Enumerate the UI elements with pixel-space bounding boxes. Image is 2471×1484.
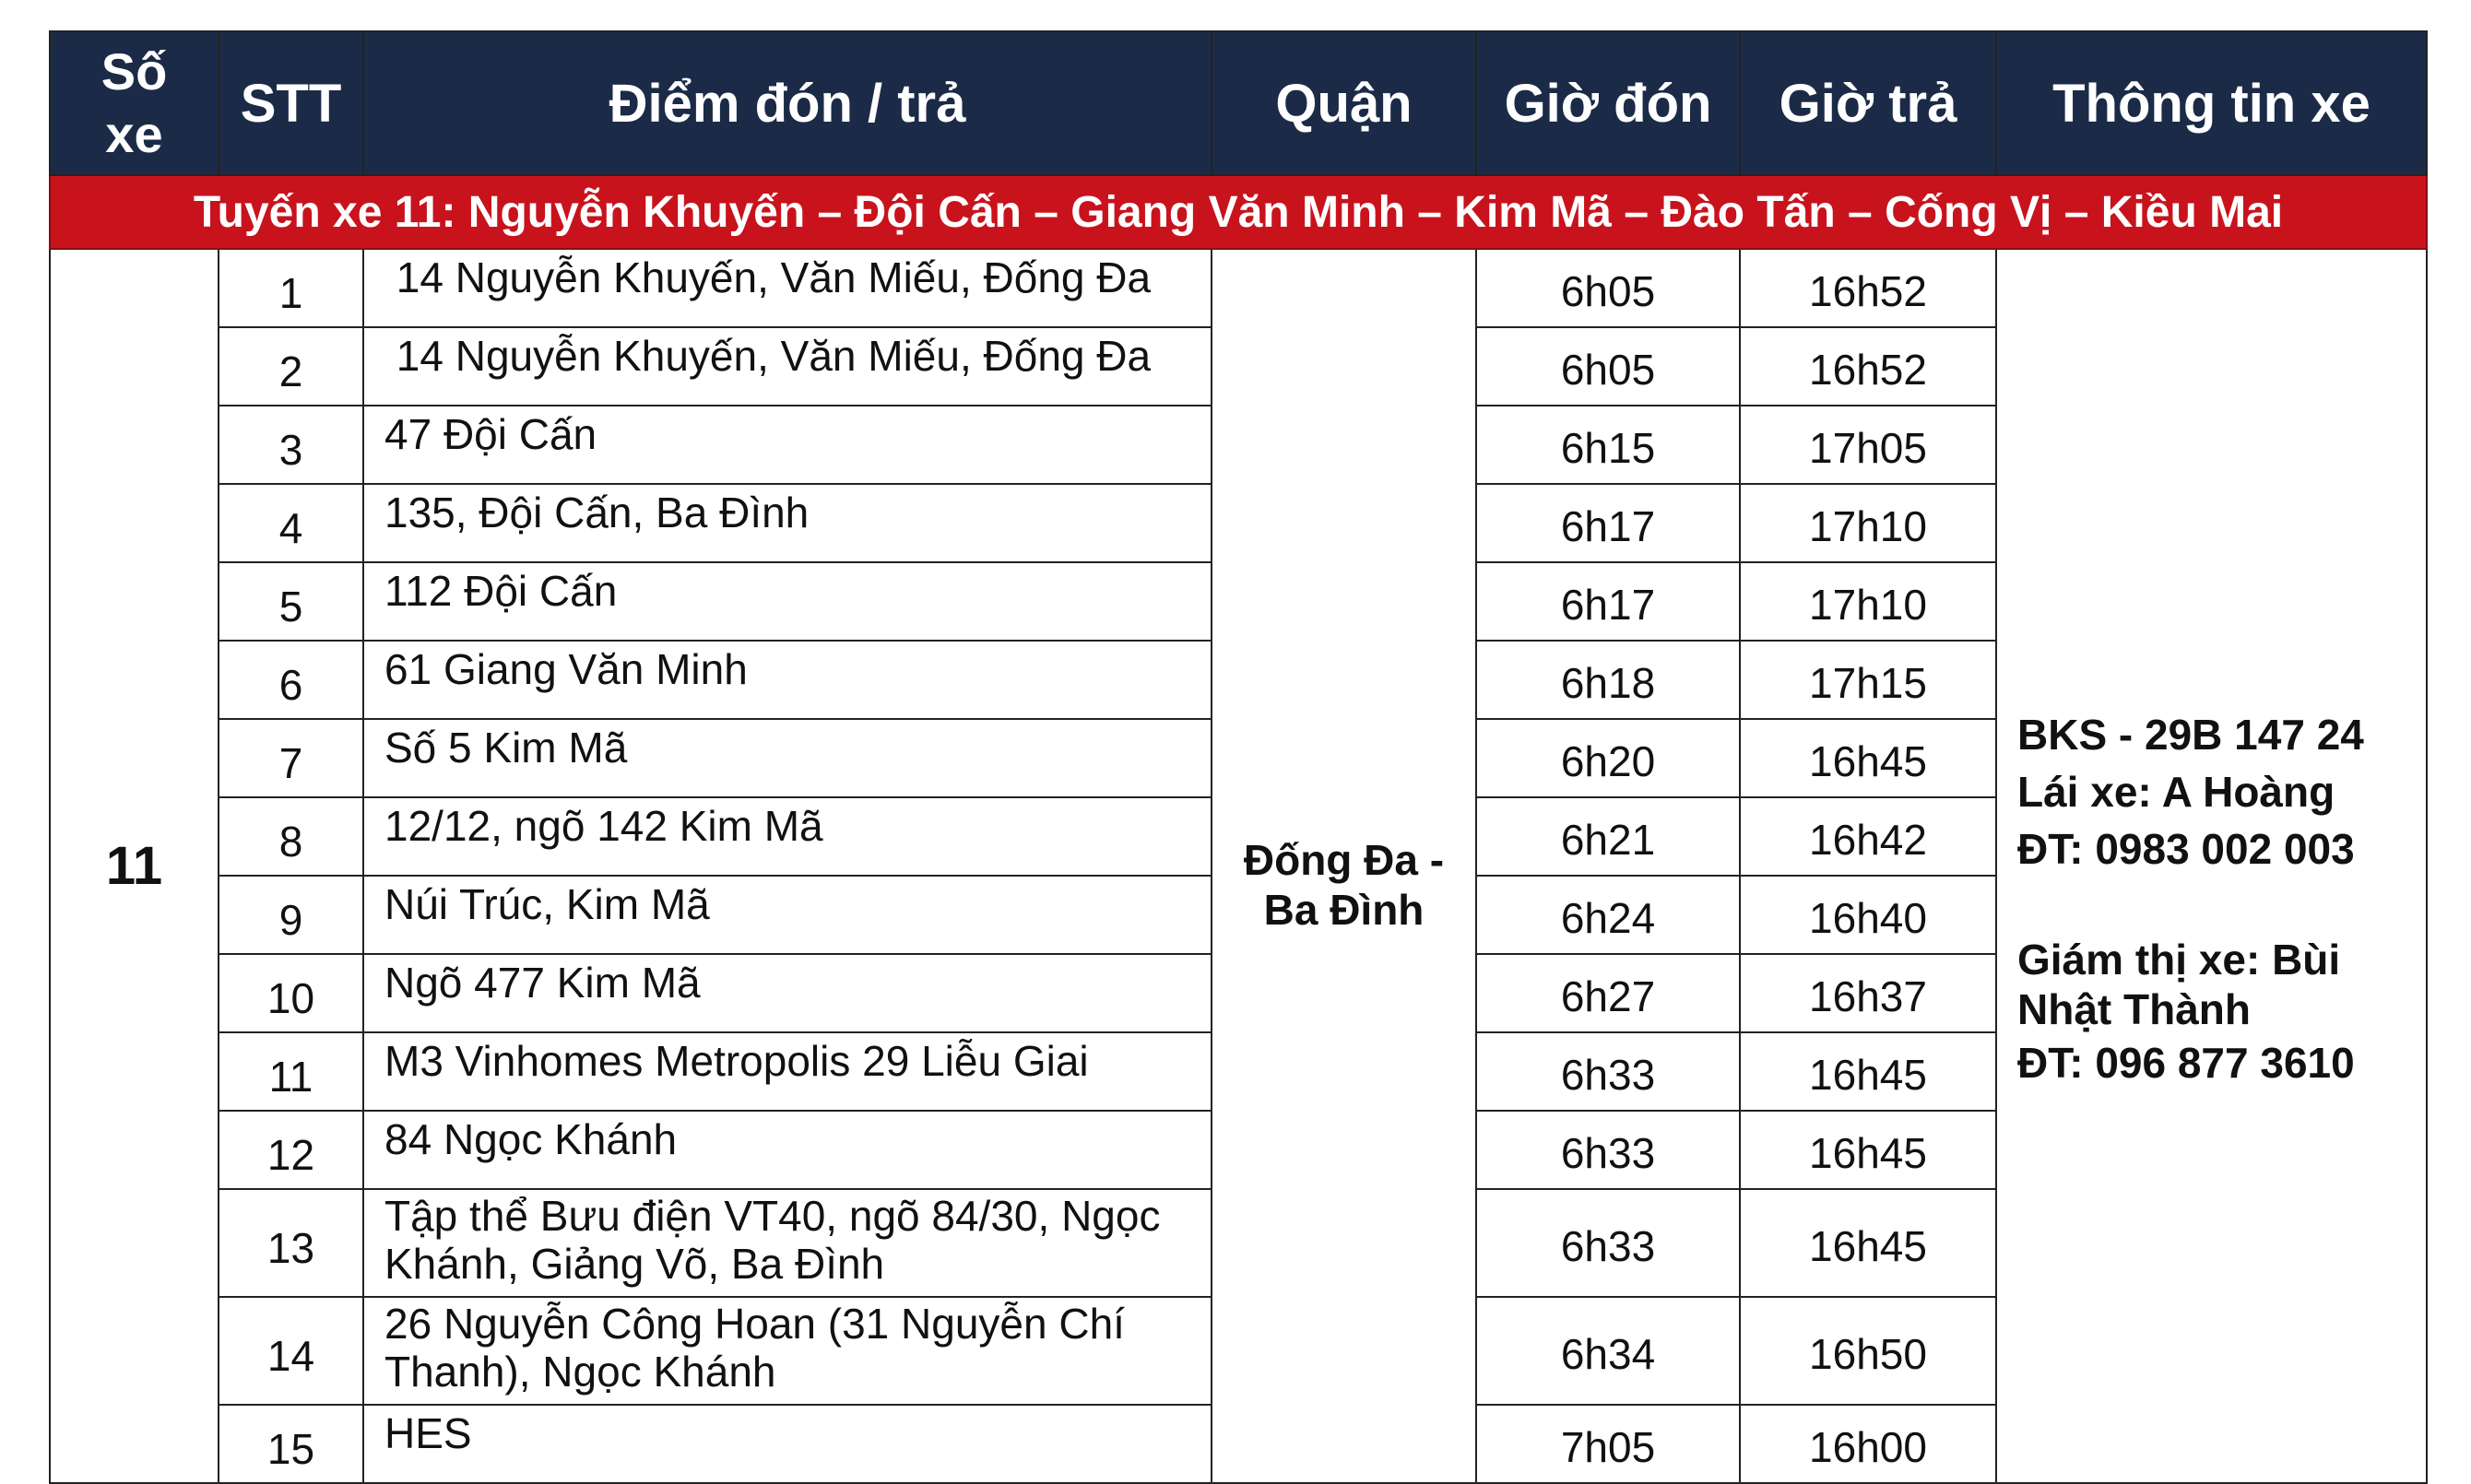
dropoff-time-cell: 16h52 [1740, 327, 1996, 406]
pickup-time-cell: 6h21 [1476, 797, 1740, 876]
address-cell: 47 Đội Cấn [363, 406, 1212, 484]
address-cell: Núi Trúc, Kim Mã [363, 876, 1212, 954]
pickup-time-cell: 6h15 [1476, 406, 1740, 484]
route-banner: Tuyến xe 11: Nguyễn Khuyến – Đội Cấn – Giang Văn Minh – Kim Mã – Đào Tấn – Cống Vị – Kiều Mai [50, 175, 2427, 249]
header-bus-number [50, 31, 219, 175]
stt-cell: 10 [219, 954, 363, 1032]
stt-cell: 5 [219, 562, 363, 641]
header-bus-number-line1: Số [100, 42, 168, 100]
stt-cell: 14 [219, 1297, 363, 1405]
header-bus-number-line2: xe [105, 105, 163, 163]
address-cell: Số 5 Kim Mã [363, 719, 1212, 797]
spacer [2017, 877, 2426, 935]
pickup-time-cell: 6h17 [1476, 484, 1740, 562]
pickup-time-cell: 6h34 [1476, 1297, 1740, 1405]
address-cell: 135, Đội Cấn, Ba Đình [363, 484, 1212, 562]
bus-number-cell: 11 [50, 249, 219, 1483]
stt-cell: 7 [219, 719, 363, 797]
address-cell: 112 Đội Cấn [363, 562, 1212, 641]
driver-name: Lái xe: A Hoàng [2017, 767, 2335, 816]
header-point: Điểm đón / trả [363, 31, 1212, 175]
header-dropoff-time: Giờ trả [1740, 31, 1996, 175]
supervisor-phone: ĐT: 096 877 3610 [2017, 1038, 2355, 1087]
stt-cell: 11 [219, 1032, 363, 1111]
pickup-time-cell: 6h18 [1476, 641, 1740, 719]
supervisor-name: Giám thị xe: Bùi Nhật Thành [2017, 935, 2341, 1033]
pickup-time-cell: 6h33 [1476, 1189, 1740, 1297]
pickup-time-cell: 6h24 [1476, 876, 1740, 954]
address-cell: 61 Giang Văn Minh [363, 641, 1212, 719]
dropoff-time-cell: 16h45 [1740, 1032, 1996, 1111]
address-cell: Tập thể Bưu điện VT40, ngõ 84/30, Ngọc Khánh, Giảng Võ, Ba Đình [363, 1189, 1212, 1297]
dropoff-time-cell: 16h50 [1740, 1297, 1996, 1405]
pickup-time-cell: 6h27 [1476, 954, 1740, 1032]
header-district: Quận [1212, 31, 1476, 175]
pickup-time-cell: 7h05 [1476, 1405, 1740, 1483]
dropoff-time-cell: 16h45 [1740, 1111, 1996, 1189]
stt-cell: 15 [219, 1405, 363, 1483]
stt-cell: 12 [219, 1111, 363, 1189]
dropoff-time-cell: 16h45 [1740, 1189, 1996, 1297]
address-cell: 14 Nguyễn Khuyến, Văn Miếu, Đống Đa [363, 249, 1212, 327]
address-cell: 12/12, ngõ 142 Kim Mã [363, 797, 1212, 876]
dropoff-time-cell: 16h40 [1740, 876, 1996, 954]
stt-cell: 9 [219, 876, 363, 954]
dropoff-time-cell: 17h15 [1740, 641, 1996, 719]
dropoff-time-cell: 17h05 [1740, 406, 1996, 484]
address-cell: 14 Nguyễn Khuyến, Văn Miếu, Đống Đa [363, 327, 1212, 406]
pickup-time-cell: 6h33 [1476, 1111, 1740, 1189]
address-cell: M3 Vinhomes Metropolis 29 Liễu Giai [363, 1032, 1212, 1111]
table-row [50, 249, 2427, 327]
stt-cell: 4 [219, 484, 363, 562]
dropoff-time-cell: 16h00 [1740, 1405, 1996, 1483]
header-row [50, 31, 2427, 175]
pickup-time-cell: 6h33 [1476, 1032, 1740, 1111]
stt-cell: 1 [219, 249, 363, 327]
stt-cell: 2 [219, 327, 363, 406]
license-plate: BKS - 29B 147 24 [2017, 710, 2364, 759]
pickup-time-cell: 6h20 [1476, 719, 1740, 797]
dropoff-time-cell: 16h45 [1740, 719, 1996, 797]
stt-cell: 3 [219, 406, 363, 484]
address-cell: 84 Ngọc Khánh [363, 1111, 1212, 1189]
pickup-time-cell: 6h05 [1476, 327, 1740, 406]
dropoff-time-cell: 16h42 [1740, 797, 1996, 876]
dropoff-time-cell: 16h37 [1740, 954, 1996, 1032]
dropoff-time-cell: 17h10 [1740, 562, 1996, 641]
stt-cell: 8 [219, 797, 363, 876]
header-pickup-time: Giờ đón [1476, 31, 1740, 175]
address-cell: Ngõ 477 Kim Mã [363, 954, 1212, 1032]
pickup-time-cell: 6h05 [1476, 249, 1740, 327]
stt-cell: 13 [219, 1189, 363, 1297]
dropoff-time-cell: 17h10 [1740, 484, 1996, 562]
header-stt: STT [219, 31, 363, 175]
pickup-time-cell: 6h17 [1476, 562, 1740, 641]
dropoff-time-cell: 16h52 [1740, 249, 1996, 327]
address-cell: HES [363, 1405, 1212, 1483]
stt-cell: 6 [219, 641, 363, 719]
district-cell: Đống Đa - Ba Đình [1212, 249, 1476, 1483]
bus-schedule-table [49, 30, 2428, 1484]
header-vehicle-info: Thông tin xe [1996, 31, 2427, 175]
address-cell: 26 Nguyễn Công Hoan (31 Nguyễn Chí Thanh), Ngọc Khánh [363, 1297, 1212, 1405]
driver-phone: ĐT: 0983 002 003 [2017, 824, 2355, 873]
route-banner-row [50, 175, 2427, 249]
vehicle-info-cell [1996, 249, 2427, 1483]
